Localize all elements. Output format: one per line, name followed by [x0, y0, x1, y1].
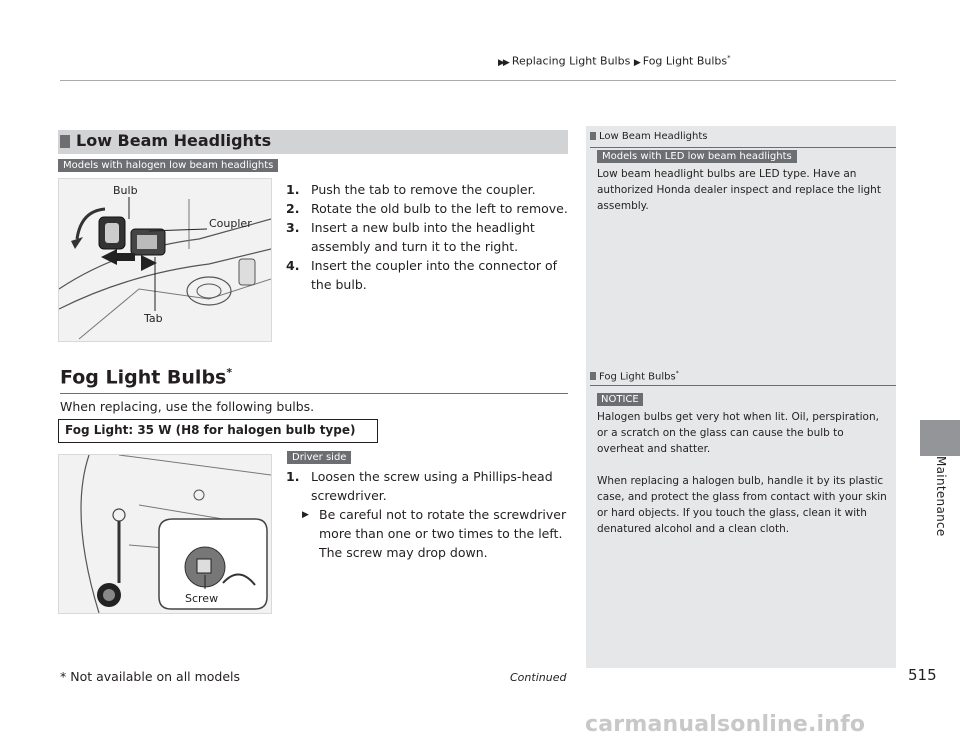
side-badge: Driver side [287, 451, 351, 464]
list-item: 1. Push the tab to remove the coupler. [286, 182, 536, 197]
low-beam-steps [286, 180, 568, 294]
fog-light-illustration [58, 454, 272, 614]
callout-screw: Screw [185, 592, 219, 605]
note-divider [590, 385, 896, 386]
section-header-low-beam [58, 130, 568, 154]
list-item: 2. Rotate the old bulb to the left to remove. [286, 201, 568, 216]
model-badge: Models with halogen low beam headlights [58, 159, 278, 172]
fog-light-diagram-icon [59, 455, 271, 613]
asterisk-mark: * [675, 370, 679, 377]
list-item: 3. Insert a new bulb into the headlight assembly and turn it to the right. [286, 220, 535, 254]
note-text-low-beam: Low beam headlight bulbs are LED type. Have an authorized Honda dealer inspect and replace the light assembly. [597, 168, 881, 212]
section-divider [60, 393, 568, 394]
note-text-fog-1: Halogen bulbs get very hot when lit. Oil, perspiration, or a scratch on the glass can cause the bulb to overheat and shatter. [597, 411, 879, 455]
list-item: 4. Insert the coupler into the connector of the bulb. [286, 258, 558, 292]
fog-steps [286, 467, 568, 562]
asterisk-mark: * [226, 366, 233, 379]
note-divider [590, 147, 896, 148]
callout-tab: Tab [144, 312, 163, 325]
section-tab-marker [920, 420, 960, 456]
asterisk-mark: * [727, 54, 731, 62]
section-square-icon [60, 135, 70, 148]
bulb-spec: Fog Light: 35 W (H8 for halogen bulb type) [65, 423, 356, 437]
note-marker-icon [590, 372, 596, 380]
list-item: 1. Loosen the screw using a Phillips-head screwdriver. [286, 469, 553, 503]
note-heading-fog: Fog Light Bulbs* [590, 370, 679, 382]
watermark: carmanualsonline.info [585, 712, 866, 737]
notice-label: NOTICE [597, 393, 643, 406]
continued-label: Continued [510, 671, 567, 684]
section-title: Low Beam Headlights [76, 131, 272, 150]
section-title-fog: Fog Light Bulbs* [60, 366, 233, 389]
page-number: 515 [908, 666, 937, 684]
note-text-fog-2: When replacing a halogen bulb, handle it by its plastic case, and protect the glass from contact with your skin or hard objects. If you touch the glass, clean it with denatured alcohol and a clean cloth. [597, 475, 887, 535]
breadcrumb-arrow-icon: ▶ [633, 57, 639, 68]
sub-arrow-icon: ▶ [302, 510, 309, 520]
headlight-diagram-icon [59, 179, 271, 341]
note-marker-icon [590, 132, 596, 140]
section-tab[interactable] [920, 456, 960, 556]
breadcrumb-arrow-icon: ▶▶ [498, 57, 508, 68]
breadcrumb-item-1[interactable]: Replacing Light Bulbs [511, 54, 631, 68]
footnote: * Not available on all models [60, 669, 241, 684]
breadcrumb-item-2[interactable]: Fog Light Bulbs [642, 54, 728, 68]
callout-bulb: Bulb [113, 184, 138, 197]
section-tab-label: Maintenance [934, 456, 948, 537]
header-divider [60, 80, 896, 81]
note-heading-low-beam: Low Beam Headlights [590, 131, 707, 142]
fog-intro: When replacing, use the following bulbs. [60, 399, 315, 414]
headlight-illustration [58, 178, 272, 342]
breadcrumb [498, 54, 731, 68]
bulb-spec-box [58, 419, 378, 443]
callout-coupler: Coupler [209, 217, 252, 230]
list-item: ▶ Be careful not to rotate the screwdriver more than one or two times to the left. The screw may drop down. [302, 507, 567, 560]
model-badge-led: Models with LED low beam headlights [597, 150, 797, 163]
